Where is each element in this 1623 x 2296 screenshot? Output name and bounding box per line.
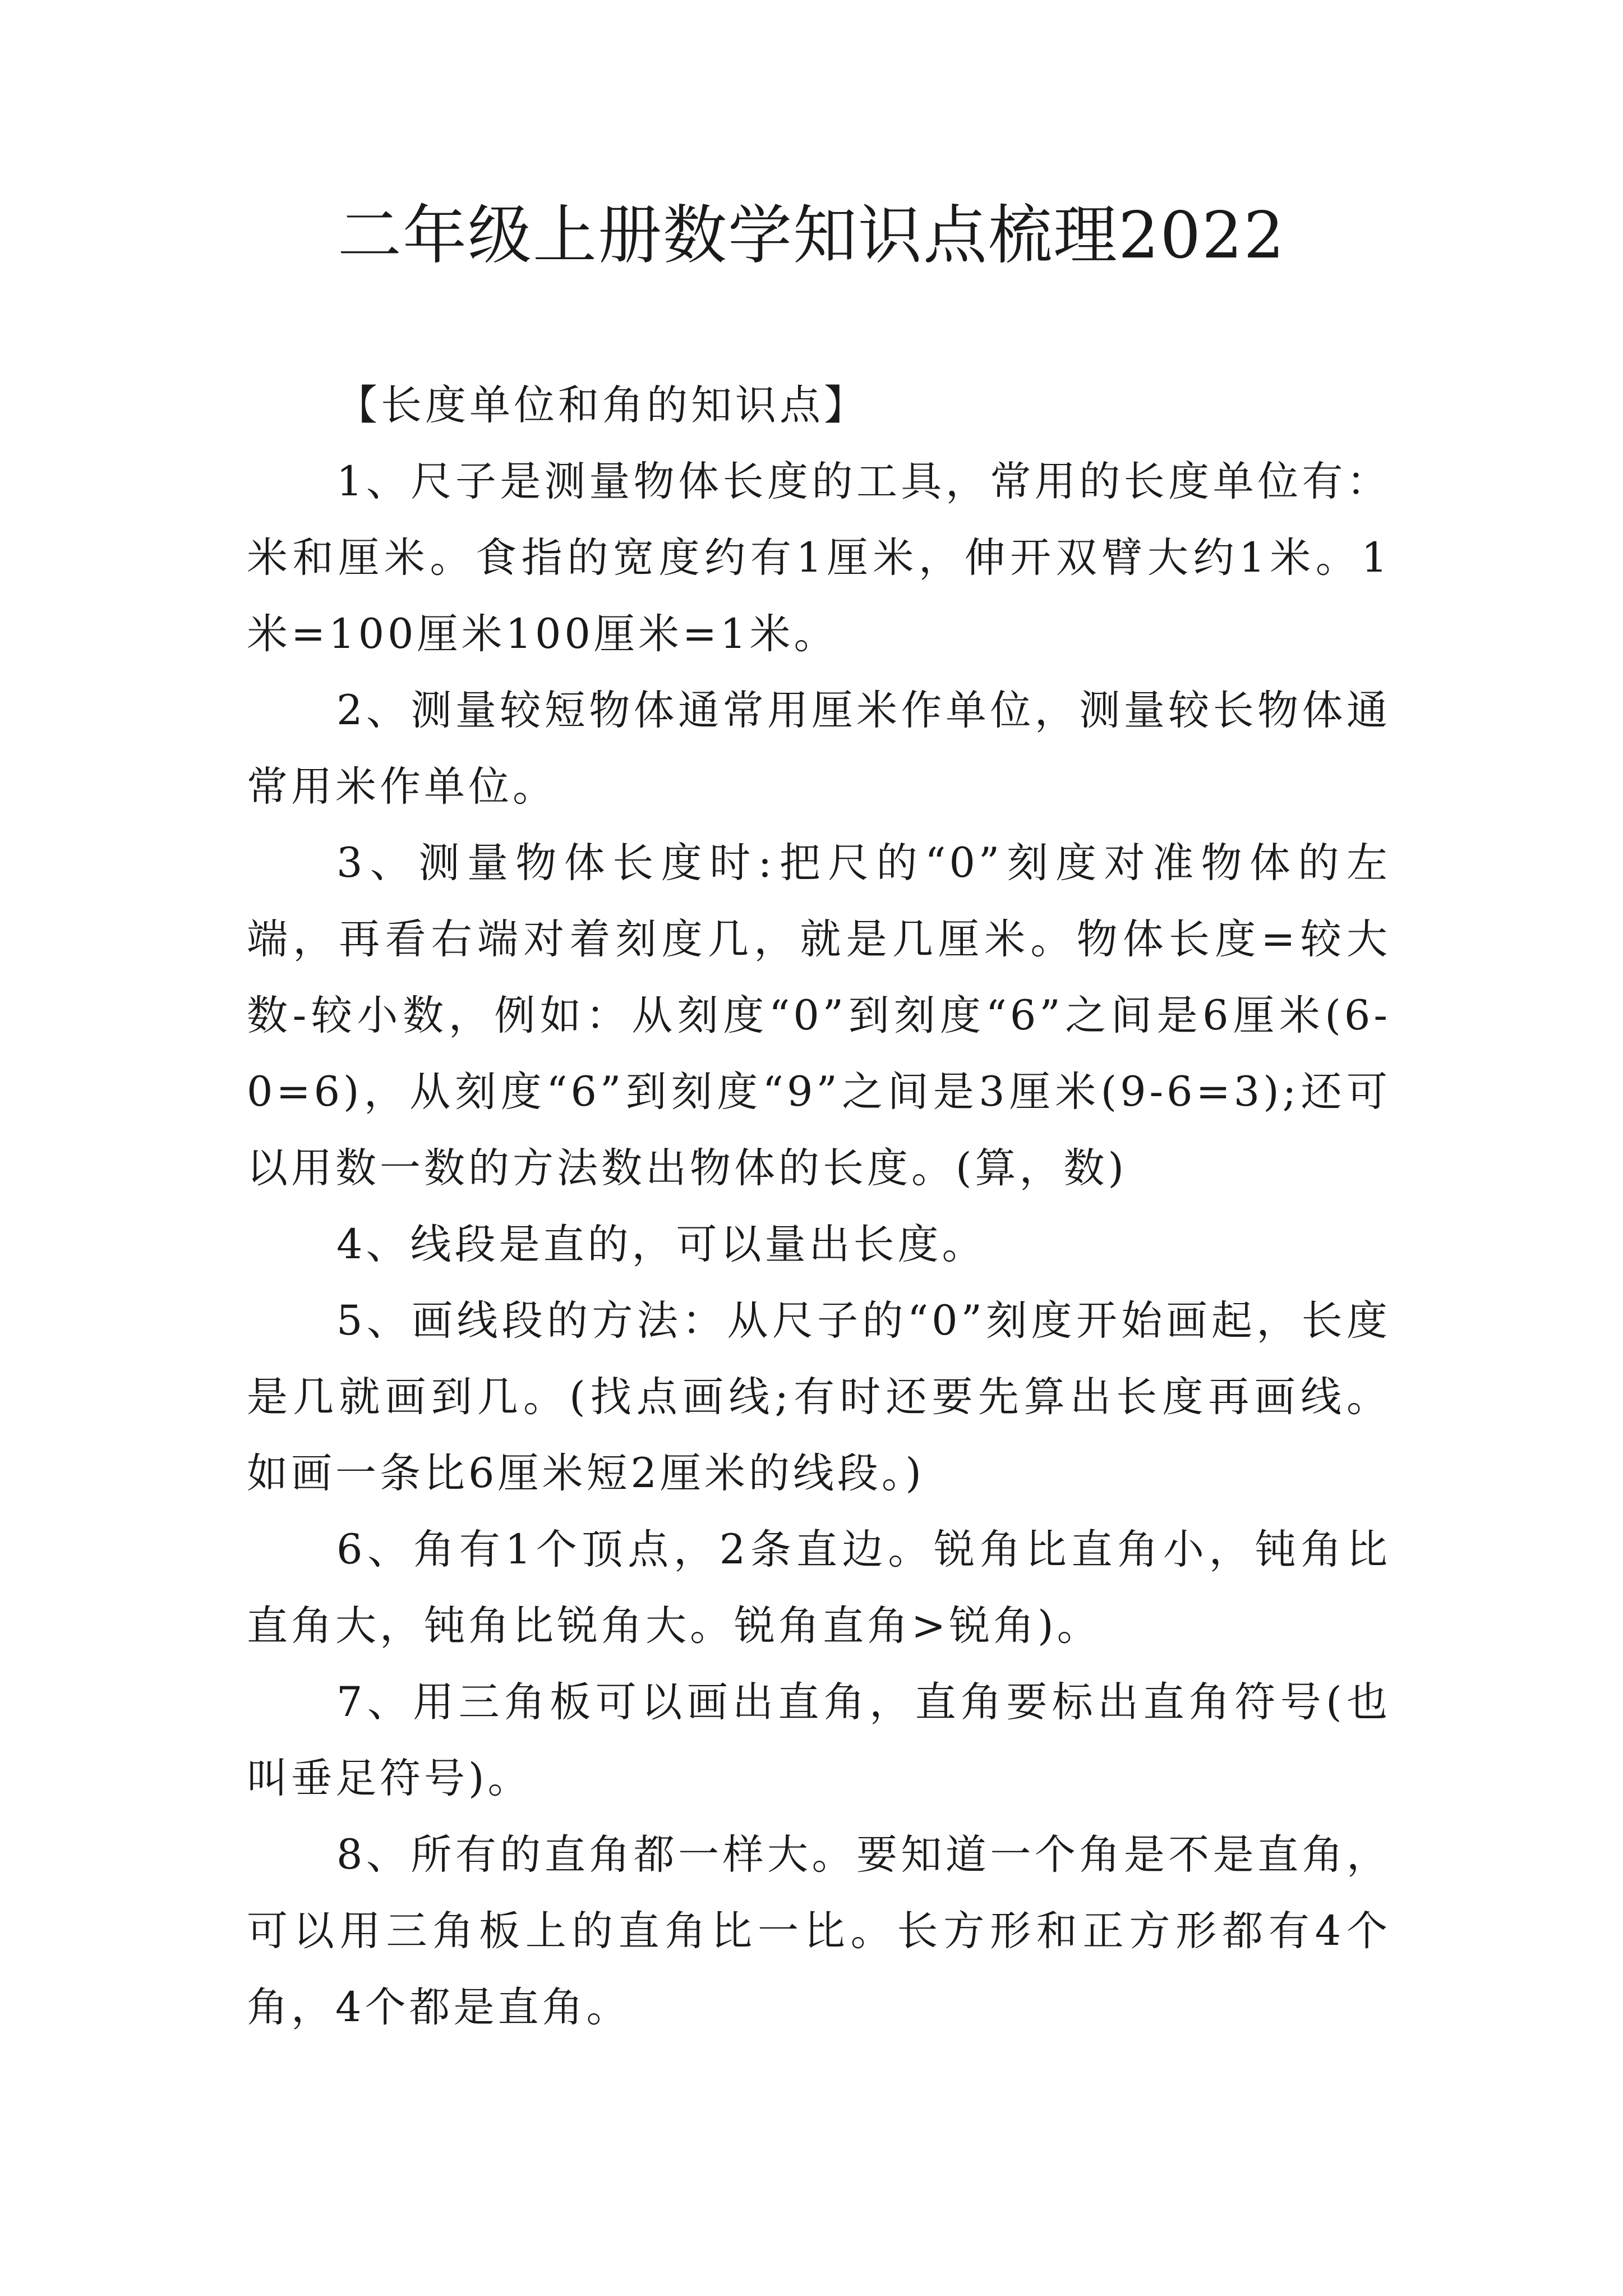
paragraph-6: 6、角有1个顶点，2条直边。锐角比直角小，钝角比直角大，钝角比锐角大。锐角直角>锐角)。 bbox=[247, 1526, 1391, 1650]
page-title: 二年级上册数学知识点梳理2022 bbox=[337, 198, 1286, 273]
paragraph-7: 7、用三角板可以画出直角，直角要标出直角符号(也叫垂足符号)。 bbox=[247, 1678, 1391, 1802]
paragraph-8: 8、所有的直角都一样大。要知道一个角是不是直角，可以用三角板上的直角比一比。长方形和正方形都有4个角，4个都是直角。 bbox=[247, 1831, 1391, 2031]
paragraph-3: 3、测量物体长度时:把尺的“0”刻度对准物体的左端，再看右端对着刻度几，就是几厘米。物体长度=较大数-较小数，例如：从刻度“0”到刻度“6”之间是6厘米(6-0=6)，从刻度“6”到刻度“9”之间是3厘米(9-6=3);还可以用数一数的方法数出物体的长度。(算，数) bbox=[247, 839, 1391, 1192]
paragraph-2: 2、测量较短物体通常用厘米作单位，测量较长物体通常用米作单位。 bbox=[247, 687, 1391, 811]
paragraph-1: 1、尺子是测量物体长度的工具，常用的长度单位有：米和厘米。食指的宽度约有1厘米，伸开双臂大约1米。1米=100厘米100厘米=1米。 bbox=[247, 458, 1391, 658]
paragraph-4: 4、线段是直的，可以量出长度。 bbox=[336, 1221, 986, 1268]
section-heading: 【长度单位和角的知识点】 bbox=[336, 381, 868, 429]
paragraph-5: 5、画线段的方法：从尺子的“0”刻度开始画起，长度是几就画到几。(找点画线;有时还要先算出长度再画线。如画一条比6厘米短2厘米的线段。) bbox=[247, 1297, 1391, 1497]
document-body bbox=[247, 367, 1391, 2046]
